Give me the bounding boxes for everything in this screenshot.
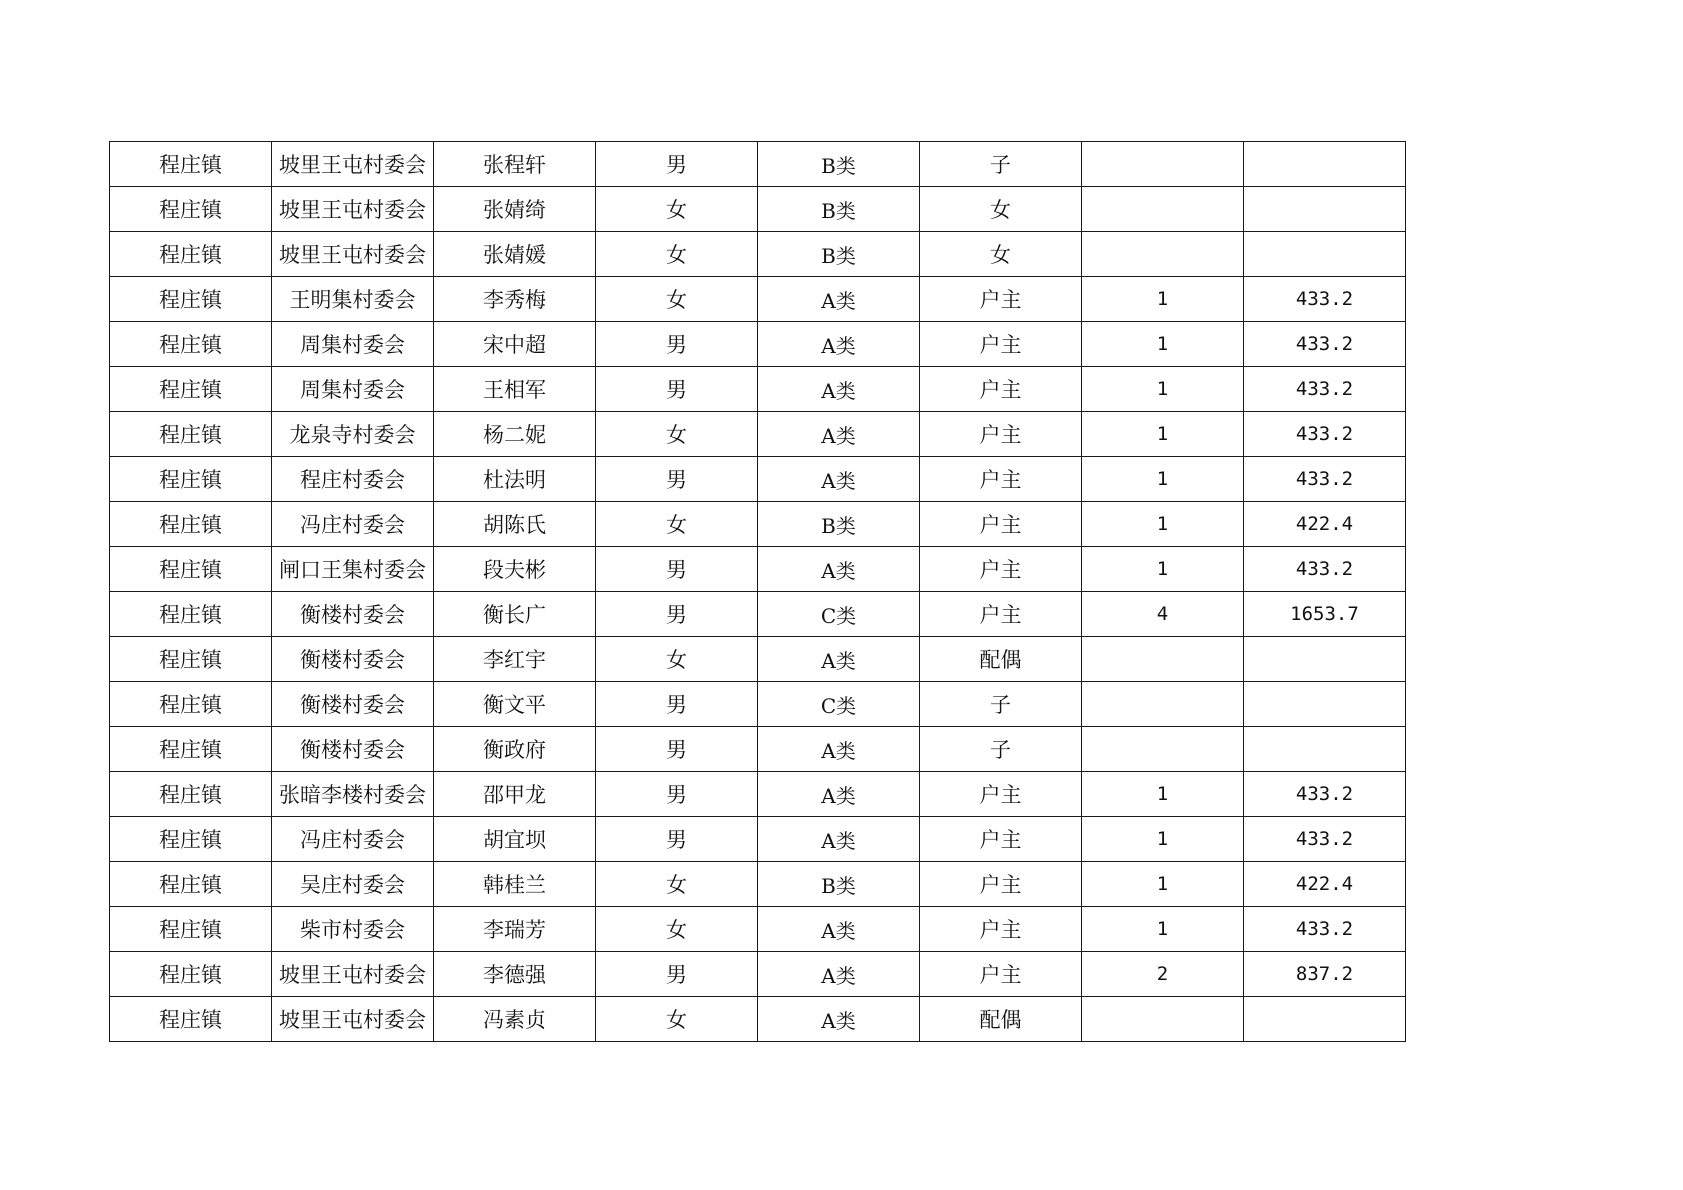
relation-cell: 子 bbox=[920, 142, 1082, 187]
relation-cell: 户主 bbox=[920, 277, 1082, 322]
table-row bbox=[110, 547, 1406, 592]
table-row bbox=[110, 277, 1406, 322]
household-size-cell: 1 bbox=[1082, 907, 1244, 952]
amount-cell bbox=[1244, 682, 1406, 727]
category-cell: A类 bbox=[758, 907, 920, 952]
village-committee-cell: 衡楼村委会 bbox=[272, 682, 434, 727]
name-cell: 张婧媛 bbox=[434, 232, 596, 277]
household-size-cell: 1 bbox=[1082, 277, 1244, 322]
amount-cell bbox=[1244, 727, 1406, 772]
name-cell: 杜法明 bbox=[434, 457, 596, 502]
relation-cell: 子 bbox=[920, 682, 1082, 727]
category-cell: C类 bbox=[758, 592, 920, 637]
household-size-cell bbox=[1082, 187, 1244, 232]
household-size-cell: 1 bbox=[1082, 367, 1244, 412]
village-committee-cell: 坡里王屯村委会 bbox=[272, 187, 434, 232]
table-row bbox=[110, 727, 1406, 772]
household-size-cell bbox=[1082, 142, 1244, 187]
gender-cell: 女 bbox=[596, 502, 758, 547]
amount-cell: 433.2 bbox=[1244, 817, 1406, 862]
town-cell: 程庄镇 bbox=[110, 772, 272, 817]
name-cell: 胡宜坝 bbox=[434, 817, 596, 862]
gender-cell: 女 bbox=[596, 637, 758, 682]
amount-cell: 433.2 bbox=[1244, 277, 1406, 322]
category-cell: B类 bbox=[758, 187, 920, 232]
table-row bbox=[110, 322, 1406, 367]
gender-cell: 女 bbox=[596, 412, 758, 457]
amount-cell: 433.2 bbox=[1244, 547, 1406, 592]
name-cell: 邵甲龙 bbox=[434, 772, 596, 817]
data-table bbox=[109, 141, 1406, 1042]
amount-cell: 433.2 bbox=[1244, 412, 1406, 457]
gender-cell: 男 bbox=[596, 952, 758, 997]
relation-cell: 户主 bbox=[920, 322, 1082, 367]
town-cell: 程庄镇 bbox=[110, 547, 272, 592]
amount-cell: 422.4 bbox=[1244, 862, 1406, 907]
village-committee-cell: 坡里王屯村委会 bbox=[272, 232, 434, 277]
amount-cell: 433.2 bbox=[1244, 772, 1406, 817]
category-cell: A类 bbox=[758, 457, 920, 502]
town-cell: 程庄镇 bbox=[110, 952, 272, 997]
amount-cell: 433.2 bbox=[1244, 367, 1406, 412]
category-cell: B类 bbox=[758, 502, 920, 547]
table-row bbox=[110, 997, 1406, 1042]
category-cell: A类 bbox=[758, 997, 920, 1042]
amount-cell: 433.2 bbox=[1244, 907, 1406, 952]
name-cell: 王相军 bbox=[434, 367, 596, 412]
gender-cell: 男 bbox=[596, 592, 758, 637]
village-committee-cell: 周集村委会 bbox=[272, 367, 434, 412]
village-committee-cell: 王明集村委会 bbox=[272, 277, 434, 322]
category-cell: A类 bbox=[758, 637, 920, 682]
name-cell: 杨二妮 bbox=[434, 412, 596, 457]
household-size-cell bbox=[1082, 232, 1244, 277]
town-cell: 程庄镇 bbox=[110, 457, 272, 502]
town-cell: 程庄镇 bbox=[110, 412, 272, 457]
household-size-cell: 1 bbox=[1082, 457, 1244, 502]
table-row bbox=[110, 592, 1406, 637]
amount-cell: 433.2 bbox=[1244, 322, 1406, 367]
amount-cell: 1653.7 bbox=[1244, 592, 1406, 637]
category-cell: A类 bbox=[758, 547, 920, 592]
relation-cell: 户主 bbox=[920, 862, 1082, 907]
gender-cell: 男 bbox=[596, 457, 758, 502]
village-committee-cell: 柴市村委会 bbox=[272, 907, 434, 952]
relation-cell: 配偶 bbox=[920, 997, 1082, 1042]
table-row bbox=[110, 772, 1406, 817]
village-committee-cell: 衡楼村委会 bbox=[272, 727, 434, 772]
amount-cell bbox=[1244, 637, 1406, 682]
household-size-cell bbox=[1082, 637, 1244, 682]
name-cell: 段夫彬 bbox=[434, 547, 596, 592]
village-committee-cell: 冯庄村委会 bbox=[272, 502, 434, 547]
relation-cell: 户主 bbox=[920, 457, 1082, 502]
relation-cell: 户主 bbox=[920, 547, 1082, 592]
town-cell: 程庄镇 bbox=[110, 502, 272, 547]
name-cell: 衡长广 bbox=[434, 592, 596, 637]
village-committee-cell: 坡里王屯村委会 bbox=[272, 142, 434, 187]
village-committee-cell: 吴庄村委会 bbox=[272, 862, 434, 907]
relation-cell: 女 bbox=[920, 232, 1082, 277]
name-cell: 李瑞芳 bbox=[434, 907, 596, 952]
table-row bbox=[110, 862, 1406, 907]
table-row bbox=[110, 502, 1406, 547]
table-row bbox=[110, 187, 1406, 232]
village-committee-cell: 龙泉寺村委会 bbox=[272, 412, 434, 457]
category-cell: B类 bbox=[758, 862, 920, 907]
household-size-cell: 1 bbox=[1082, 412, 1244, 457]
relation-cell: 子 bbox=[920, 727, 1082, 772]
table-row bbox=[110, 682, 1406, 727]
amount-cell bbox=[1244, 997, 1406, 1042]
name-cell: 李德强 bbox=[434, 952, 596, 997]
town-cell: 程庄镇 bbox=[110, 862, 272, 907]
gender-cell: 女 bbox=[596, 232, 758, 277]
village-committee-cell: 冯庄村委会 bbox=[272, 817, 434, 862]
table-row bbox=[110, 907, 1406, 952]
table-row bbox=[110, 817, 1406, 862]
gender-cell: 男 bbox=[596, 817, 758, 862]
household-size-cell: 1 bbox=[1082, 547, 1244, 592]
table-row bbox=[110, 952, 1406, 997]
household-size-cell: 1 bbox=[1082, 502, 1244, 547]
relation-cell: 户主 bbox=[920, 592, 1082, 637]
amount-cell bbox=[1244, 232, 1406, 277]
gender-cell: 男 bbox=[596, 547, 758, 592]
amount-cell bbox=[1244, 142, 1406, 187]
household-size-cell: 1 bbox=[1082, 862, 1244, 907]
town-cell: 程庄镇 bbox=[110, 907, 272, 952]
gender-cell: 男 bbox=[596, 142, 758, 187]
table-row bbox=[110, 457, 1406, 502]
gender-cell: 女 bbox=[596, 997, 758, 1042]
name-cell: 胡陈氏 bbox=[434, 502, 596, 547]
village-committee-cell: 张暗李楼村委会 bbox=[272, 772, 434, 817]
relation-cell: 户主 bbox=[920, 412, 1082, 457]
category-cell: A类 bbox=[758, 277, 920, 322]
relation-cell: 户主 bbox=[920, 817, 1082, 862]
name-cell: 张婧绮 bbox=[434, 187, 596, 232]
gender-cell: 男 bbox=[596, 367, 758, 412]
gender-cell: 男 bbox=[596, 772, 758, 817]
category-cell: B类 bbox=[758, 232, 920, 277]
table-body bbox=[110, 142, 1406, 1042]
town-cell: 程庄镇 bbox=[110, 322, 272, 367]
gender-cell: 女 bbox=[596, 862, 758, 907]
gender-cell: 女 bbox=[596, 907, 758, 952]
table-row bbox=[110, 367, 1406, 412]
category-cell: C类 bbox=[758, 682, 920, 727]
gender-cell: 男 bbox=[596, 322, 758, 367]
town-cell: 程庄镇 bbox=[110, 367, 272, 412]
household-size-cell: 1 bbox=[1082, 817, 1244, 862]
town-cell: 程庄镇 bbox=[110, 232, 272, 277]
amount-cell: 422.4 bbox=[1244, 502, 1406, 547]
town-cell: 程庄镇 bbox=[110, 592, 272, 637]
household-size-cell: 1 bbox=[1082, 772, 1244, 817]
category-cell: A类 bbox=[758, 367, 920, 412]
name-cell: 衡政府 bbox=[434, 727, 596, 772]
relation-cell: 户主 bbox=[920, 772, 1082, 817]
town-cell: 程庄镇 bbox=[110, 682, 272, 727]
amount-cell: 837.2 bbox=[1244, 952, 1406, 997]
town-cell: 程庄镇 bbox=[110, 187, 272, 232]
gender-cell: 女 bbox=[596, 187, 758, 232]
village-committee-cell: 坡里王屯村委会 bbox=[272, 997, 434, 1042]
name-cell: 衡文平 bbox=[434, 682, 596, 727]
gender-cell: 男 bbox=[596, 682, 758, 727]
amount-cell: 433.2 bbox=[1244, 457, 1406, 502]
town-cell: 程庄镇 bbox=[110, 727, 272, 772]
village-committee-cell: 闸口王集村委会 bbox=[272, 547, 434, 592]
village-committee-cell: 坡里王屯村委会 bbox=[272, 952, 434, 997]
gender-cell: 男 bbox=[596, 727, 758, 772]
table-row bbox=[110, 232, 1406, 277]
household-size-cell: 2 bbox=[1082, 952, 1244, 997]
relation-cell: 户主 bbox=[920, 367, 1082, 412]
name-cell: 李秀梅 bbox=[434, 277, 596, 322]
category-cell: A类 bbox=[758, 772, 920, 817]
category-cell: A类 bbox=[758, 817, 920, 862]
household-size-cell bbox=[1082, 682, 1244, 727]
town-cell: 程庄镇 bbox=[110, 637, 272, 682]
table-row bbox=[110, 142, 1406, 187]
village-committee-cell: 周集村委会 bbox=[272, 322, 434, 367]
relation-cell: 户主 bbox=[920, 907, 1082, 952]
town-cell: 程庄镇 bbox=[110, 817, 272, 862]
village-committee-cell: 衡楼村委会 bbox=[272, 637, 434, 682]
category-cell: A类 bbox=[758, 727, 920, 772]
table-row bbox=[110, 637, 1406, 682]
category-cell: A类 bbox=[758, 412, 920, 457]
name-cell: 韩桂兰 bbox=[434, 862, 596, 907]
amount-cell bbox=[1244, 187, 1406, 232]
household-size-cell: 4 bbox=[1082, 592, 1244, 637]
relation-cell: 配偶 bbox=[920, 637, 1082, 682]
table-row bbox=[110, 412, 1406, 457]
household-size-cell: 1 bbox=[1082, 322, 1244, 367]
category-cell: A类 bbox=[758, 952, 920, 997]
name-cell: 李红宇 bbox=[434, 637, 596, 682]
category-cell: B类 bbox=[758, 142, 920, 187]
relation-cell: 户主 bbox=[920, 952, 1082, 997]
gender-cell: 女 bbox=[596, 277, 758, 322]
relation-cell: 户主 bbox=[920, 502, 1082, 547]
village-committee-cell: 程庄村委会 bbox=[272, 457, 434, 502]
town-cell: 程庄镇 bbox=[110, 997, 272, 1042]
category-cell: A类 bbox=[758, 322, 920, 367]
name-cell: 张程轩 bbox=[434, 142, 596, 187]
household-size-cell bbox=[1082, 997, 1244, 1042]
town-cell: 程庄镇 bbox=[110, 142, 272, 187]
name-cell: 冯素贞 bbox=[434, 997, 596, 1042]
village-committee-cell: 衡楼村委会 bbox=[272, 592, 434, 637]
relation-cell: 女 bbox=[920, 187, 1082, 232]
household-size-cell bbox=[1082, 727, 1244, 772]
name-cell: 宋中超 bbox=[434, 322, 596, 367]
town-cell: 程庄镇 bbox=[110, 277, 272, 322]
